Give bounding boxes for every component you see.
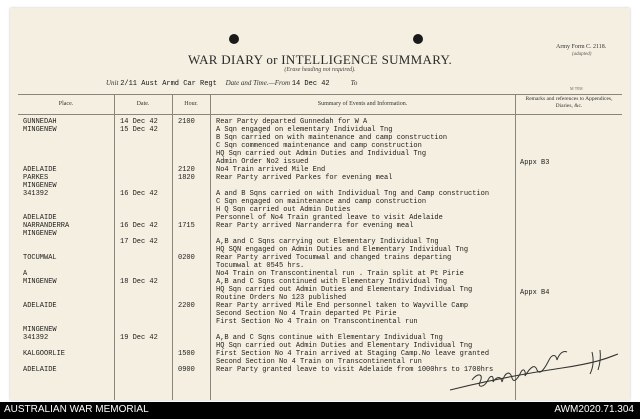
entry-date: 16 Dec 42 — [120, 222, 158, 230]
entry-summary: Second Section No 4 Train departed Pt Pirie — [216, 310, 397, 318]
entry-summary: Rear Party arrived Parkes for evening meal — [216, 174, 393, 182]
entry-date: 17 Dec 42 — [120, 238, 158, 246]
entry-summary: Routine Orders No 123 published — [216, 294, 347, 302]
entry-summary: HQ Sqn carried out Admin Duties and Elementary Individual Tng — [216, 286, 473, 294]
entry-summary: HQ Sqn carried out Admin Duties and Elementary Individual Tng — [216, 342, 473, 350]
page-title: WAR DIARY or INTELLIGENCE SUMMARY. — [187, 52, 453, 67]
signature — [442, 346, 622, 396]
column-rule — [210, 94, 211, 400]
entry-summary: Rear Party granted leave to visit Adelaide from 1000hrs to 1700hrs — [216, 366, 494, 374]
header-rule — [18, 114, 622, 115]
entry-hour: 0900 — [178, 366, 195, 374]
entry-place: KALGOORLIE — [23, 350, 66, 358]
entry-date: 16 Dec 42 — [120, 190, 158, 198]
entry-summary: H Q Sqn carried out Admin Duties — [216, 206, 351, 214]
entry-place: TOCUMWAL — [23, 254, 57, 262]
footer-accession-number: AWM2020.71.304 — [554, 404, 634, 415]
entry-place: 341392 — [23, 190, 49, 198]
entry-summary: Personnel of No4 Train granted leave to visit Adelaide — [216, 214, 443, 222]
col-header-date: Date. — [136, 101, 150, 107]
entry-summary: A,B and C Sqns continued with Elementary Individual Tng — [216, 278, 448, 286]
entry-place: MINGENEW — [23, 326, 57, 334]
entry-place: GUNNEDAH — [23, 118, 57, 126]
entry-place: A — [23, 270, 28, 278]
entry-hour: 1820 — [178, 174, 195, 182]
entry-summary: A,B and C Sqns carrying out Elementary Individual Tng — [216, 238, 439, 246]
entry-summary: HQ Sqn carried out Admin Duties and Individual Tng — [216, 150, 427, 158]
remark-appendix: Appx B4 — [520, 289, 550, 297]
entry-summary: No4 Train arrived Mile End — [216, 166, 326, 174]
unit-line — [106, 79, 357, 88]
army-form-note: (adapted) — [572, 52, 592, 57]
column-rule — [114, 94, 115, 400]
archive-footer — [0, 402, 640, 419]
entry-summary: Second Section No 4 Train on Transcontinental run — [216, 358, 422, 366]
table-top-rule — [18, 94, 622, 95]
entry-summary: A and B Sqns carried on with Individual Tng and Camp construction — [216, 190, 490, 198]
entry-place: ADELAIDE — [23, 302, 57, 310]
remark-appendix: Appx B3 — [520, 159, 550, 167]
entry-place: MINGENEW — [23, 182, 57, 190]
col-header-remarks: Remarks and references to Appendices, Diaries, &c. — [525, 96, 613, 109]
entry-place: ADELAIDE — [23, 166, 57, 174]
entry-date: 15 Dec 42 — [120, 126, 158, 134]
page-subtitle: (Erase heading not required). — [284, 67, 356, 73]
punch-hole — [229, 34, 239, 44]
entry-hour: 2100 — [178, 118, 195, 126]
footer-institution: AUSTRALIAN WAR MEMORIAL — [4, 404, 149, 415]
entry-summary: First Section No 4 Train on Transcontinental run — [216, 318, 418, 326]
entry-place: NARRANDERRA — [23, 222, 70, 230]
entry-hour: 2200 — [178, 302, 195, 310]
col-header-place: Place. — [58, 101, 74, 107]
entry-summary: First Section No 4 Train arrived at Staging Camp.No leave granted — [216, 350, 490, 358]
entry-place: ADELAIDE — [23, 214, 57, 222]
punch-hole — [413, 34, 423, 44]
entry-place: MINGENEW — [23, 278, 57, 286]
unit-label: Unit — [106, 79, 119, 87]
army-form-ref: Army Form C. 2118. — [556, 44, 607, 50]
entry-hour: 1500 — [178, 350, 195, 358]
form-corner-mark: M 7858 — [570, 86, 583, 91]
entry-summary: HQ SQN engaged on Admin Duties and Elementary Individual Tng — [216, 246, 469, 254]
diary-page — [10, 8, 630, 400]
from-value: 14 Dec 42 — [291, 80, 330, 88]
entry-summary: A,B and C Sqns continue with Elementary Individual Tng — [216, 334, 443, 342]
entry-place: PARKES — [23, 174, 49, 182]
entry-hour: 2120 — [178, 166, 195, 174]
unit-value: 2/11 Aust Armd Car Regt — [120, 80, 217, 88]
entry-summary: Rear Party arrived Narranderra for evening meal — [216, 222, 414, 230]
entry-summary: Admin Order No2 issued — [216, 158, 309, 166]
entry-date: 19 Dec 42 — [120, 334, 158, 342]
entry-date: 14 Dec 42 — [120, 118, 158, 126]
datetime-label: Date and Time.—From — [225, 79, 291, 87]
entry-summary: C Sqn engaged on maintenance and camp construction — [216, 198, 427, 206]
entry-summary: A Sqn engaged on elementary Individual Tng — [216, 126, 393, 134]
entry-hour: 1715 — [178, 222, 195, 230]
entry-summary: C Sqn commenced maintenance and camp construction — [216, 142, 422, 150]
entry-summary: Tocumwal at 0545 hrs. — [216, 262, 305, 270]
to-label: To — [350, 79, 358, 87]
col-header-hour: Hour. — [184, 101, 198, 107]
entry-place: MINGENEW — [23, 230, 57, 238]
col-header-summary: Summary of Events and Information. — [317, 101, 408, 107]
entry-summary: Rear Party arrived Tocumwal and changed trains departing — [216, 254, 452, 262]
column-rule — [172, 94, 173, 400]
entry-summary: Rear Party arrived Mile End personnel taken to Wayville Camp — [216, 302, 469, 310]
entry-place: MINGENEW — [23, 126, 57, 134]
entry-hour: 0200 — [178, 254, 195, 262]
entry-date: 18 Dec 42 — [120, 278, 158, 286]
entry-summary: No4 Train on Transcontinental run . Train split at Pt Pirie — [216, 270, 464, 278]
entry-place: ADELAIDE — [23, 366, 57, 374]
entry-summary: Rear Party departed Gunnedah for W A — [216, 118, 368, 126]
entry-place: 341392 — [23, 334, 49, 342]
entry-summary: B Sqn carried on with maintenance and camp construction — [216, 134, 448, 142]
